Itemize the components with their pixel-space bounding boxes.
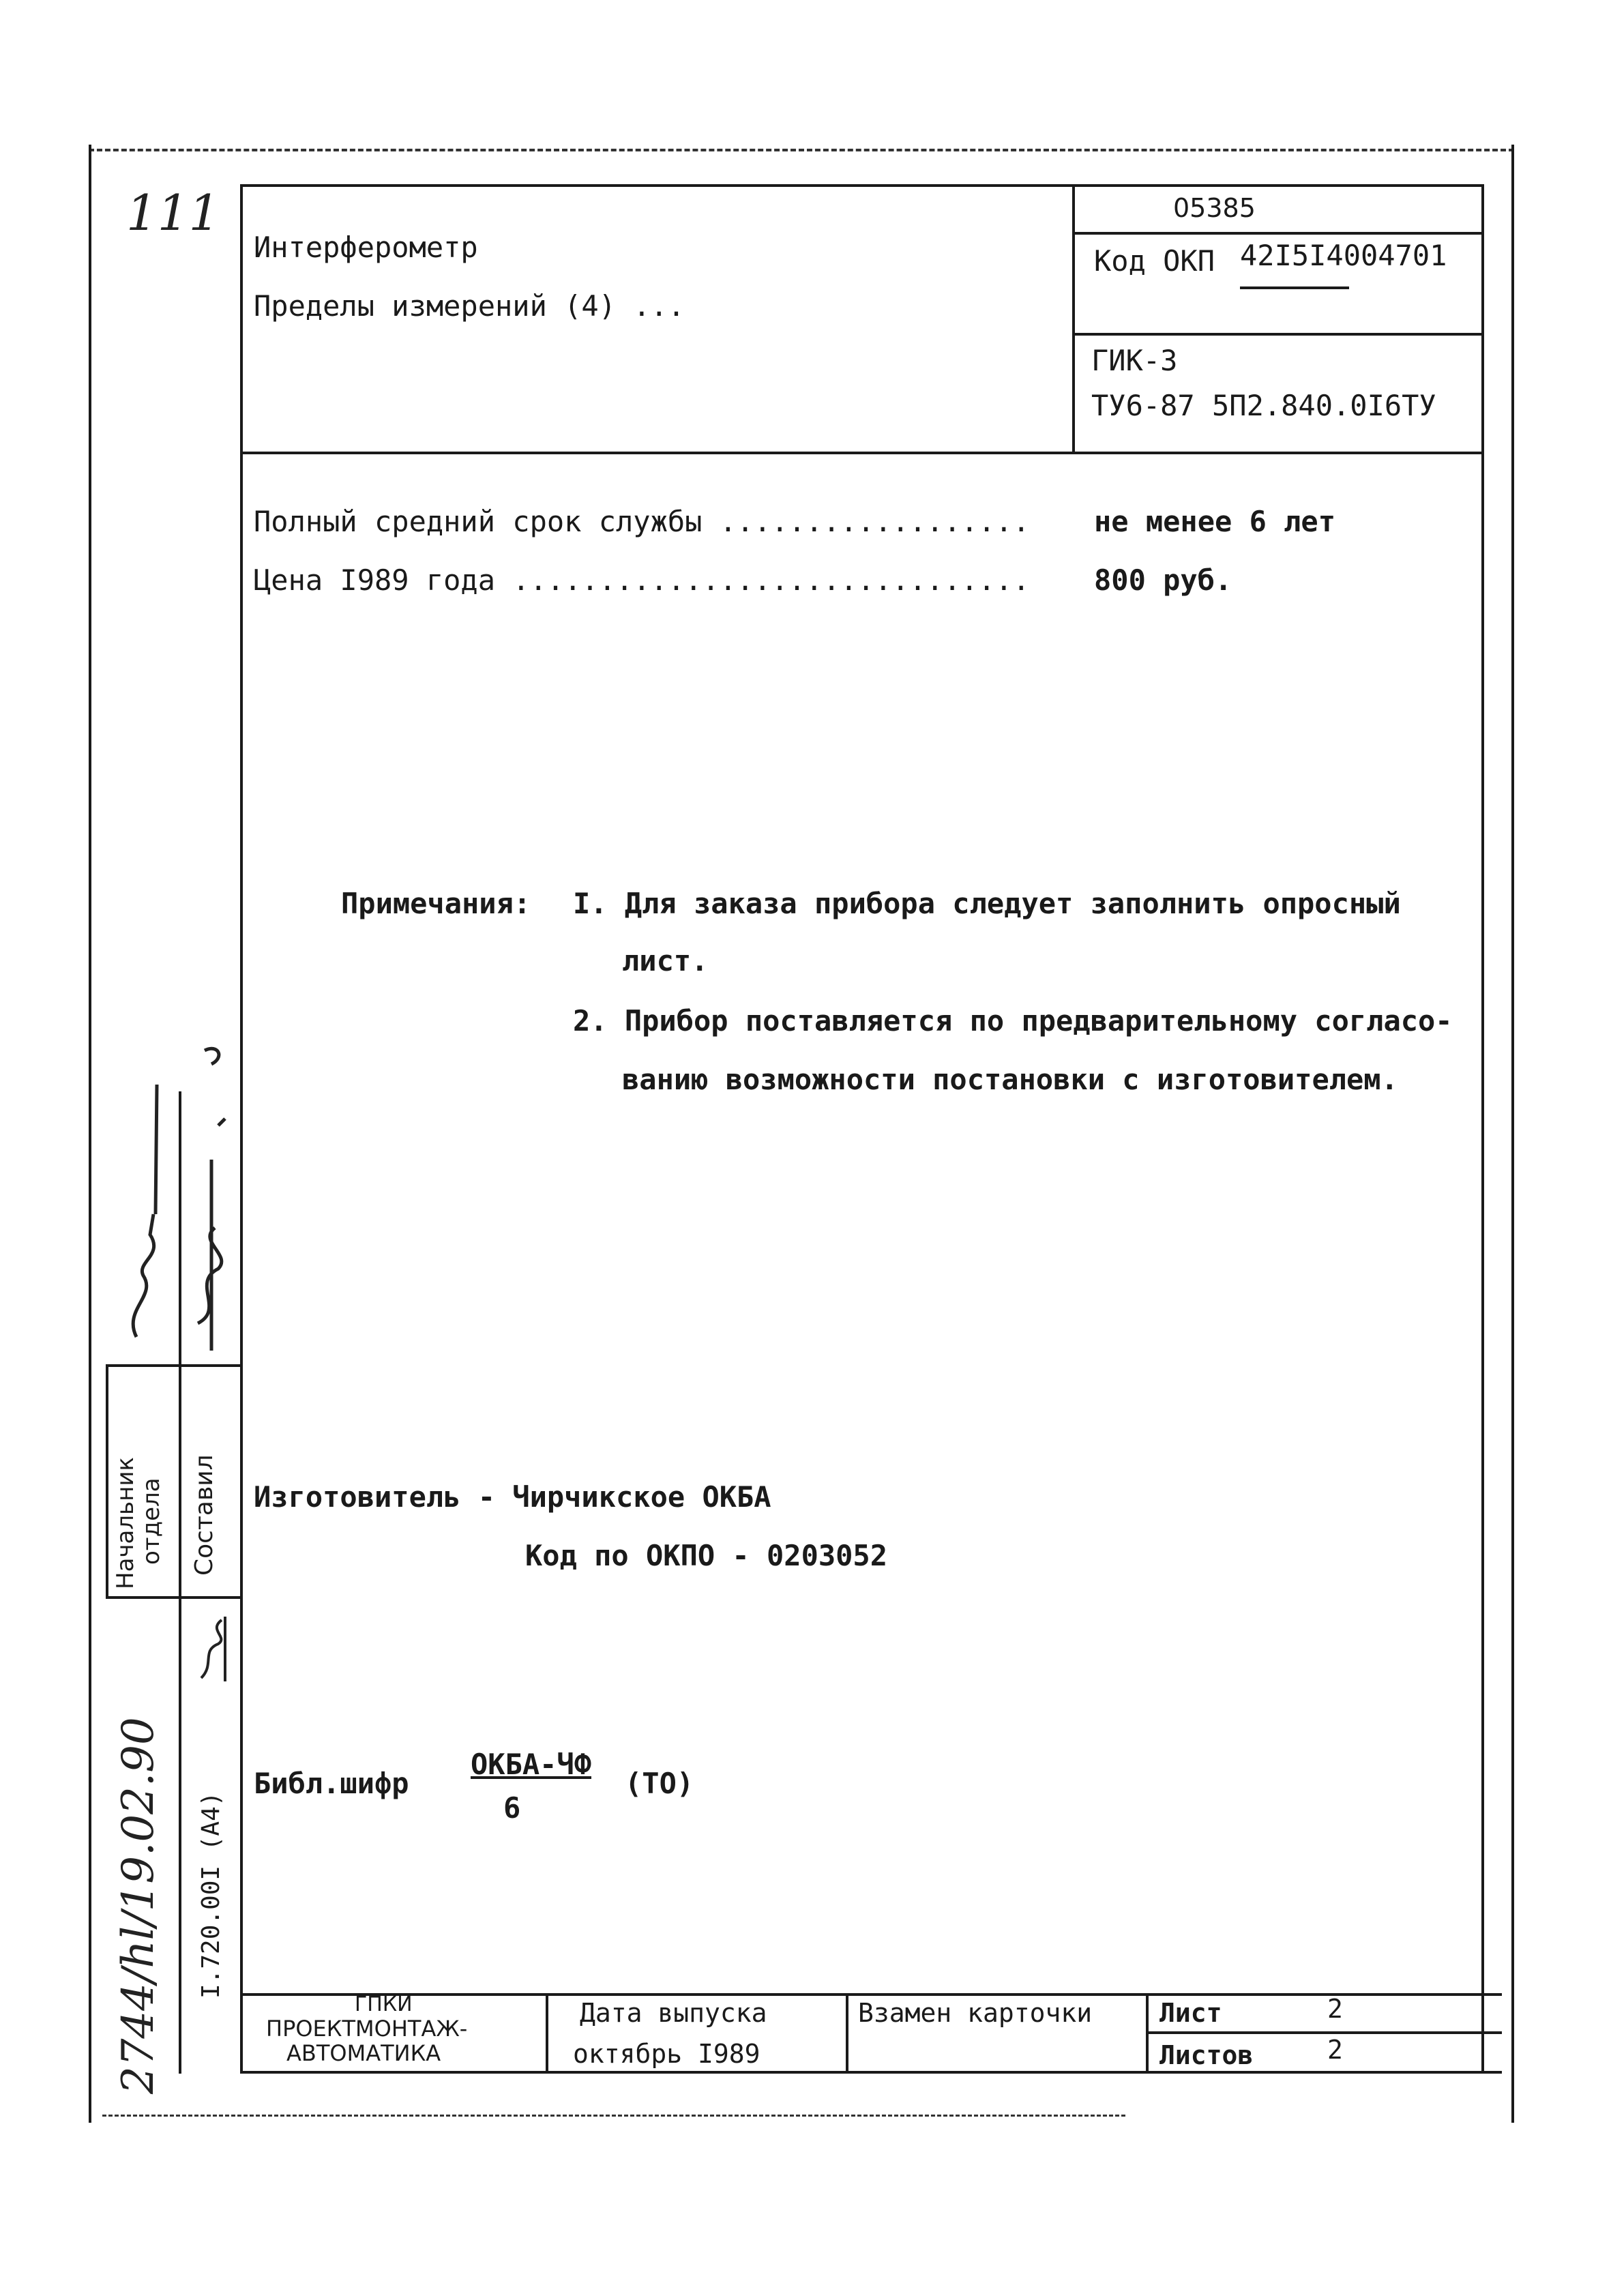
inner-left-border (240, 184, 243, 2074)
header-col-divider (1072, 184, 1075, 453)
footer-replaces-label: Взамен карточки (858, 1998, 1093, 2028)
library-code: ОКБА-ЧФ (471, 1748, 592, 1781)
footer-sheets-label: Листов (1159, 2040, 1254, 2070)
manufacturer-okpo: Код по ОКПО - 0203052 (525, 1539, 888, 1572)
title-line-2: Пределы измерений (4) ... (254, 289, 685, 323)
side-head-label-line-2: отдела (138, 1477, 165, 1565)
sheet-mark: 111 (126, 184, 220, 241)
side-table-top (106, 1364, 242, 1367)
footer-sheet-divider (1146, 2031, 1502, 2034)
side-table-mid (106, 1596, 242, 1599)
side-stamp-text: 2744/hl/19.02.90 (113, 1717, 164, 2094)
code-number: 05385 (1173, 193, 1256, 223)
side-author-label: Составил (190, 1454, 218, 1576)
spec-lifetime-label: Полный средний срок службы .................. (254, 505, 1030, 538)
date-signature (194, 1610, 235, 1685)
footer-sheet-label: Лист (1159, 1998, 1222, 2028)
manufacturer-line: Изготовитель - Чирчикское ОКБА (254, 1480, 771, 1514)
spec-lifetime-value: не менее 6 лет (1094, 505, 1336, 538)
footer-sheet-value: 2 (1327, 1994, 1343, 2024)
notes-label: Примечания: (341, 887, 531, 920)
right-outer-border (1511, 145, 1514, 2123)
note-2-line-1: 2. Прибор поставляется по предварительному согласо- (573, 1004, 1453, 1037)
okp-label: Код ОКП (1094, 244, 1215, 278)
tu-spec: ТУ6-87 5П2.840.0I6ТУ (1091, 389, 1436, 422)
footer-col-2 (846, 1993, 848, 2074)
side-form-code: I.720.00I (А4) (197, 1791, 225, 1999)
header-bottom-border (240, 452, 1484, 454)
side-table-left (106, 1364, 108, 1598)
footer-release-date: октябрь I989 (573, 2039, 760, 2069)
model: ГИК-3 (1091, 344, 1178, 377)
okp-code-underline (1240, 286, 1349, 289)
spec-price-label: Цена I989 года .............................. (254, 563, 1030, 597)
left-outer-border (89, 145, 91, 2123)
header-row-divider-2 (1072, 333, 1484, 336)
library-number: 6 (503, 1791, 521, 1825)
footer-org-line-1: ГПКИ (355, 1992, 413, 2016)
spec-price-value: 800 руб. (1094, 563, 1232, 597)
note-1-line-2: лист. (622, 944, 709, 977)
footer-sheets-value: 2 (1327, 2035, 1343, 2065)
footer-org-line-3: АВТОМАТИКА (286, 2040, 441, 2066)
okp-code: 42I5I4004701 (1240, 239, 1447, 272)
footer-release-label: Дата выпуска (580, 1998, 767, 2028)
head-signature (116, 1078, 177, 1351)
inner-right-border (1481, 184, 1484, 2074)
title-line-1: Интерферометр (254, 231, 478, 264)
library-label: Библ.шифр (254, 1767, 409, 1800)
note-2-line-2: ванию возможности постановки с изготовителем. (622, 1063, 1398, 1096)
author-signature (184, 1037, 239, 1357)
side-head-label-line-1: Начальник (112, 1457, 139, 1589)
footer-col-1 (546, 1993, 548, 2074)
bottom-dashed-border (102, 2115, 1125, 2117)
note-1-line-1: I. Для заказа прибора следует заполнить опросный (573, 887, 1401, 920)
header-row-divider-1 (1072, 232, 1484, 235)
library-suffix: (ТО) (625, 1767, 694, 1800)
side-table-divider (179, 1091, 181, 2074)
top-dashed-border (89, 149, 1514, 151)
side-head-label (113, 1457, 164, 1589)
inner-top-border (240, 184, 1484, 187)
footer-org-line-2: ПРОЕКТМОНТАЖ- (266, 2016, 468, 2042)
footer-bottom-border (240, 2071, 1502, 2074)
